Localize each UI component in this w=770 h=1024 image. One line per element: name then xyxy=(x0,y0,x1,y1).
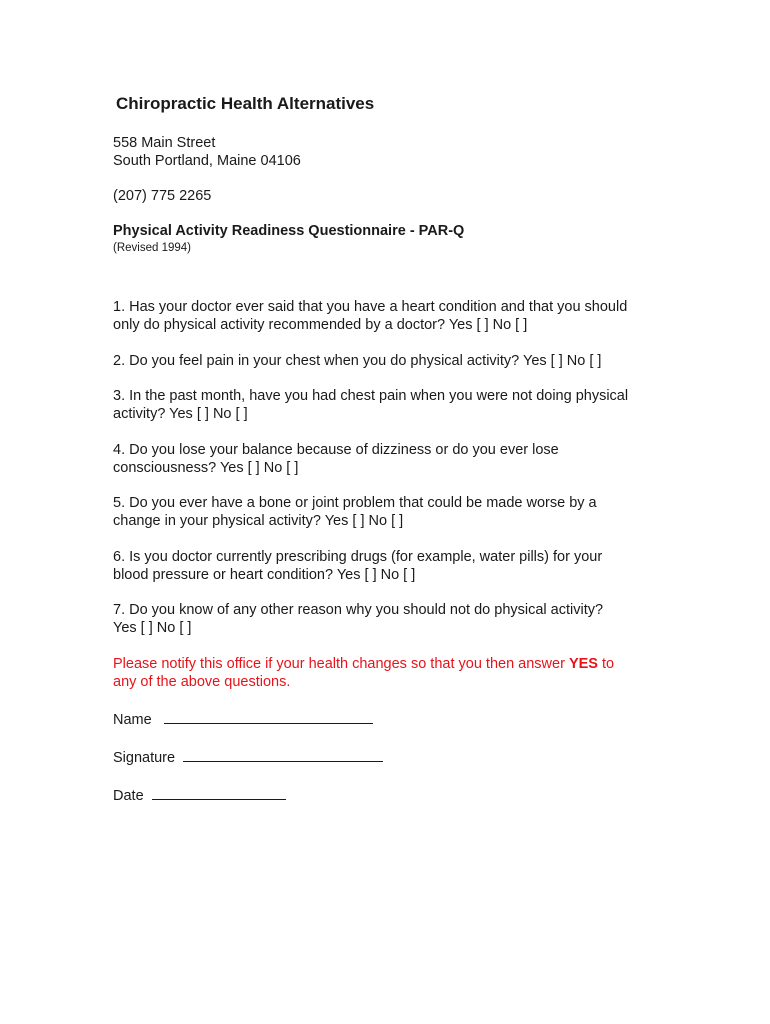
signature-blank-line[interactable] xyxy=(183,747,383,762)
question-text-line: 1. Has your doctor ever said that you have a heart condition and that you should xyxy=(113,299,628,315)
name-field xyxy=(113,709,673,729)
form-title: Physical Activity Readiness Questionnaire - PAR-Q xyxy=(113,223,465,239)
notice-emphasis: YES xyxy=(568,655,598,672)
question-6 xyxy=(113,548,673,584)
question-text-line: 7. Do you know of any other reason why you should not do physical activity? xyxy=(113,602,604,618)
date-field xyxy=(113,785,673,805)
question-list xyxy=(113,298,673,637)
date-label: Date xyxy=(113,787,144,804)
address-street: 558 Main Street xyxy=(113,135,216,151)
question-answer-line[interactable]: Yes [ ] No [ ] xyxy=(113,620,192,636)
question-7 xyxy=(113,601,673,637)
notice-text-end: to xyxy=(597,655,615,672)
question-2 xyxy=(113,352,673,370)
question-text-line: 4. Do you lose your balance because of dizziness or do you ever lose xyxy=(113,441,559,458)
question-answer-line[interactable]: 2. Do you feel pain in your chest when you do physical activity? Yes [ ] No [ ] xyxy=(113,352,602,369)
question-text-line: 6. Is you doctor currently prescribing drugs (for example, water pills) for your xyxy=(113,548,603,565)
question-text-line: 3. In the past month, have you had chest pain when you were not doing physical xyxy=(113,388,629,404)
question-answer-line[interactable]: consciousness? Yes [ ] No [ ] xyxy=(113,459,299,476)
question-1 xyxy=(113,298,673,334)
notice-line-2: any of the above questions. xyxy=(113,673,291,690)
document-page xyxy=(113,92,673,805)
question-answer-line[interactable]: activity? Yes [ ] No [ ] xyxy=(113,406,248,422)
health-change-notice xyxy=(113,655,673,691)
question-3 xyxy=(113,387,673,423)
address-city: South Portland, Maine 04106 xyxy=(113,153,301,169)
name-blank-line[interactable] xyxy=(164,709,373,724)
question-answer-line[interactable]: change in your physical activity? Yes [ ] No [ ] xyxy=(113,513,404,529)
signature-field xyxy=(113,747,673,767)
date-blank-line[interactable] xyxy=(152,785,286,800)
signature-label: Signature xyxy=(113,749,176,766)
question-4 xyxy=(113,441,673,477)
notice-line-1 xyxy=(113,655,673,673)
form-revision: (Revised 1994) xyxy=(113,242,191,254)
organization-name: Chiropractic Health Alternatives xyxy=(116,94,375,113)
question-answer-line[interactable]: only do physical activity recommended by a doctor? Yes [ ] No [ ] xyxy=(113,317,528,333)
name-label: Name xyxy=(113,711,152,728)
notice-text: Please notify this office if your health changes so that you then answer xyxy=(113,655,569,672)
question-5 xyxy=(113,494,673,530)
address-block xyxy=(113,134,673,170)
question-answer-line[interactable]: blood pressure or heart condition? Yes [ ] No [ ] xyxy=(113,566,416,583)
question-text-line: 5. Do you ever have a bone or joint problem that could be made worse by a xyxy=(113,495,597,511)
phone-number: (207) 775 2265 xyxy=(113,188,212,204)
